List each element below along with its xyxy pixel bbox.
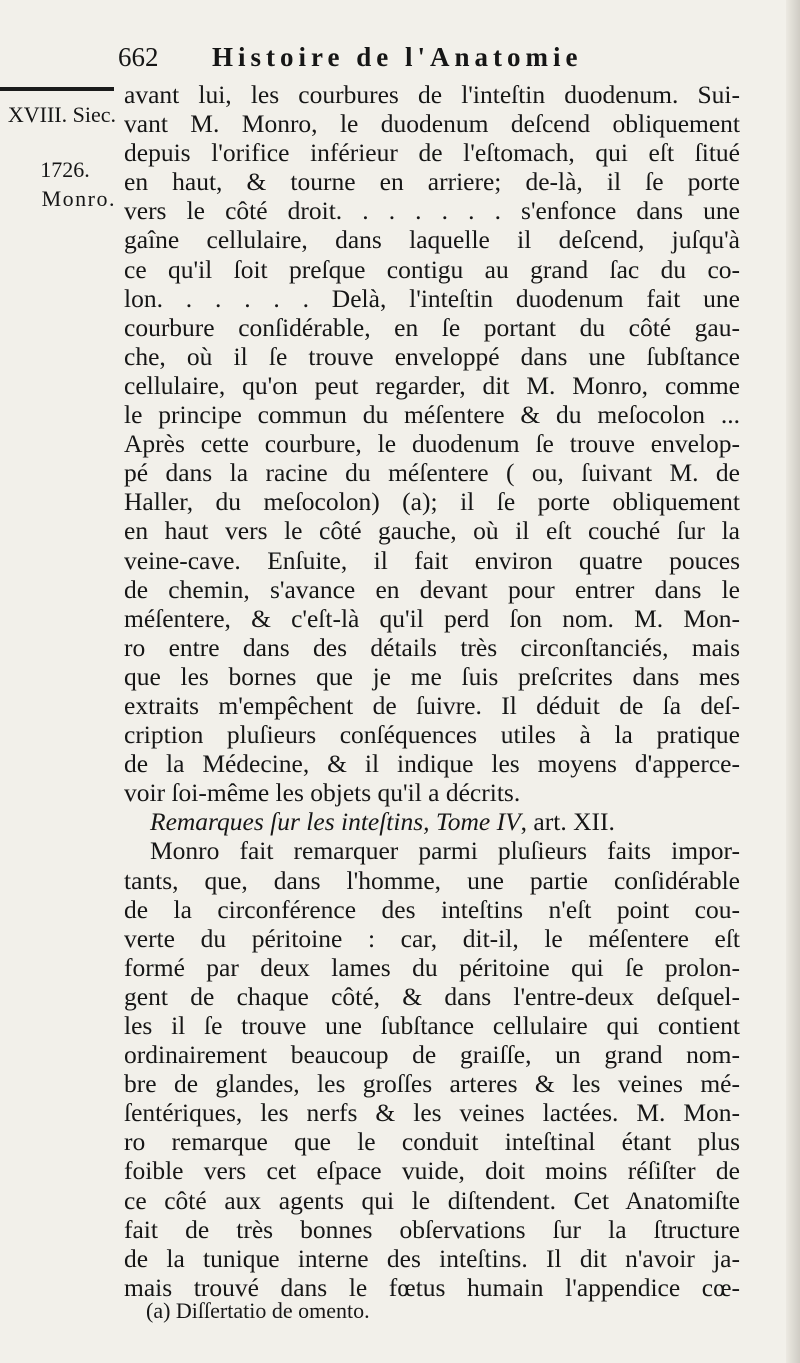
text-line: foible vers cet eſpace vuide, doit moins réſiſter de [124,1156,740,1186]
margin-rule [0,87,114,91]
text-line: Monro fait remarquer parmi pluſieurs faits impor- [150,836,740,866]
running-title: Histoire de l'Anatomie [212,42,583,72]
page-edge-shadow [786,0,800,1363]
text-line: vant M. Monro, le duodenum deſcend obliquement [124,109,740,139]
text-line: vers le côté droit. . . . . . . s'enfonce dans une [124,196,740,226]
text-line: bre de glandes, les groſſes arteres & les veines mé- [124,1069,740,1099]
section-heading-title: Remarques ſur les inteſtins, Tome IV [150,807,521,837]
text-line: ce qu'il ſoit preſque contigu au grand ſac du co- [124,254,740,284]
section-heading-article: , art. XII. [520,807,615,837]
text-line: che, où il ſe trouve enveloppé dans une ſubſtance [124,341,740,371]
text-line: ce côté aux agents qui le diſtendent. Cet Anatomiſte [124,1185,740,1215]
text-line: cellulaire, qu'on peut regarder, dit M. Monro, comme [124,370,740,400]
margin-note-author: Monro. [41,186,116,211]
text-line: pé dans la racine du méſentere ( ou, ſuivant M. de [124,458,740,488]
text-line: mais trouvé dans le fœtus humain l'appendice cœ- [124,1272,740,1302]
body-text [124,80,740,1302]
text-line: ro entre dans des détails très circonſtanciés, mais [124,632,740,662]
text-line: verte du péritoine : car, dit-il, le méſentere eſt [124,923,740,953]
page-number: 662 [118,42,159,72]
text-line: que les bornes que je me ſuis preſcrites dans mes [124,661,740,691]
text-line: courbure conſidérable, en ſe portant du côté gau- [124,312,740,342]
text-line: extraits m'empêchent de ſuivre. Il déduit de ſa deſ- [124,690,740,720]
text-line: lon. . . . . . Delà, l'inteſtin duodenum fait une [124,283,740,313]
page-header [118,40,758,74]
margin-note-century: XVIII. Siec. [7,102,116,127]
text-line: Haller, du meſocolon) (a); il ſe porte obliquement [124,487,740,517]
section-heading [124,807,740,836]
text-line: ſentériques, les nerfs & les veines lactées. M. Mon- [124,1098,740,1128]
text-line: fait de très bonnes obſervations ſur la ſtructure [124,1214,740,1244]
text-line: ro remarque que le conduit inteſtinal étant plus [124,1127,740,1157]
text-line: tants, que, dans l'homme, une partie conſidérable [124,865,740,895]
text-line: de la tunique interne des inteſtins. Il dit n'avoir ja- [124,1243,740,1273]
text-line: voir ſoi-même les objets qu'il a décrits. [124,778,521,808]
text-line: cription pluſieurs conſéquences utiles à la pratique [124,720,740,750]
margin-note-year: 1726. [40,157,90,182]
text-line: en haut vers le côté gauche, où il eſt couché ſur la [124,516,740,546]
text-line: de la Médecine, & il indique les moyens d'apperce- [124,749,740,779]
text-line: Après cette courbure, le duodenum ſe trouve envelop- [124,429,740,459]
text-line: gent de chaque côté, & dans l'entre-deux deſquel- [124,981,740,1011]
text-line: les il ſe trouve une ſubſtance cellulaire qui contient [124,1011,740,1040]
text-line: veine-cave. Enſuite, il fait environ quatre pouces [124,545,740,575]
text-line: méſentere, & c'eſt-là qu'il perd ſon nom. M. Mon- [124,603,740,633]
text-line: gaîne cellulaire, dans laquelle il deſcend, juſqu'à [124,225,740,255]
text-line: de chemin, s'avance en devant pour entrer dans le [124,574,740,604]
text-line: de la circonférence des inteſtins n'eſt point cou- [124,894,740,924]
text-line: formé par deux lames du péritoine qui ſe prolon- [124,952,740,982]
footnote: (a) Diſſertatio de omento. [146,1298,370,1323]
text-line: le principe commun du méſentere & du meſocolon ... [124,400,740,430]
text-line: en haut, & tourne en arriere; de-là, il ſe porte [124,167,740,197]
text-line: avant lui, les courbures de l'inteſtin duodenum. Sui- [124,80,740,109]
text-line: ordinairement beaucoup de graiſſe, un grand nom- [124,1040,740,1070]
text-line: depuis l'orifice inférieur de l'eſtomach, qui eſt ſitué [124,138,740,168]
